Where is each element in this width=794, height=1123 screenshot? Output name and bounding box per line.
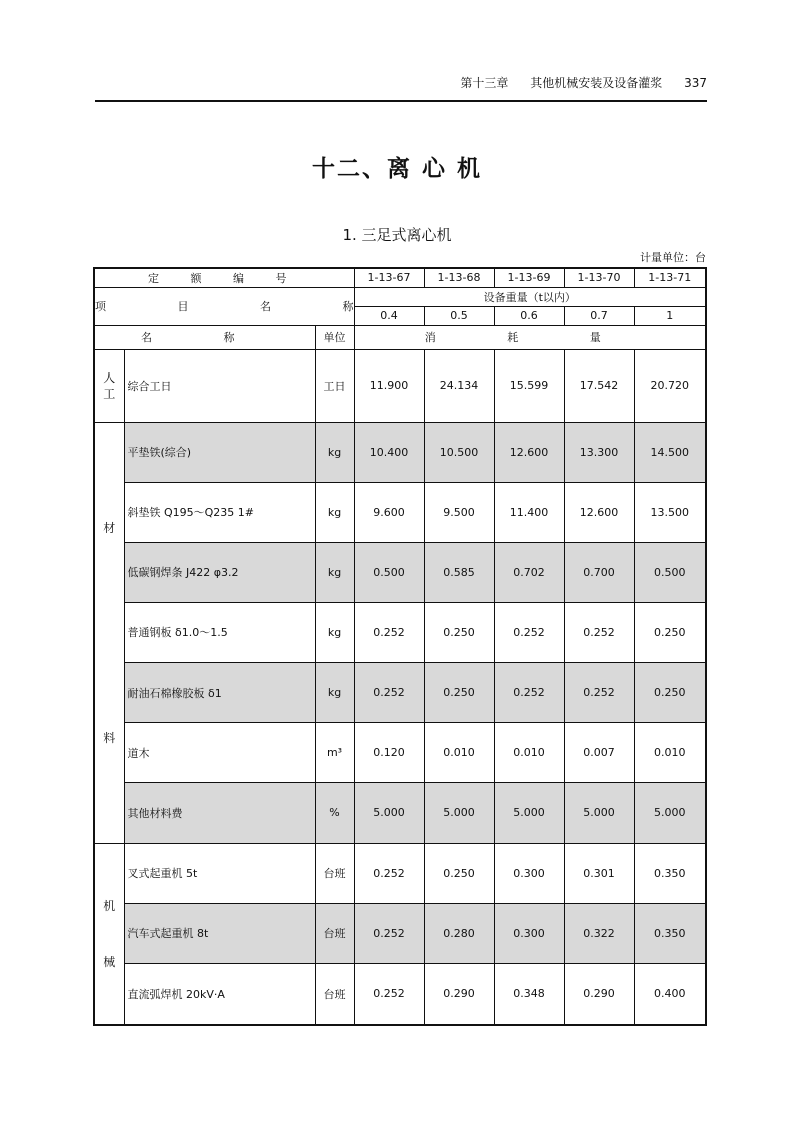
row-name: 普通钢板 δ1.0～1.5 [124,602,315,662]
table-row [94,723,706,783]
table-row [94,349,706,422]
row-value: 12.600 [494,422,564,482]
row-value: 0.350 [634,843,706,903]
table-row [94,422,706,482]
row-name: 直流弧焊机 20kV·A [124,963,315,1024]
unit-label: 单位 [315,325,354,349]
row-value: 0.300 [494,903,564,963]
row-value: 11.900 [354,349,424,422]
row-name: 斜垫铁 Q195～Q235 1# [124,482,315,542]
item-label: 项 目 名 称 [94,287,354,325]
consume-label: 消 耗 量 [354,325,706,349]
row-value: 0.250 [424,843,494,903]
row-unit: kg [315,482,354,542]
group-row [94,287,706,306]
category-material: 材 料 [94,422,124,843]
row-value: 0.250 [424,602,494,662]
row-name: 综合工日 [124,349,315,422]
row-value: 0.010 [634,723,706,783]
row-value: 0.252 [354,963,424,1024]
row-unit: kg [315,422,354,482]
row-name: 低碳钢焊条 J422 φ3.2 [124,542,315,602]
table-row [94,903,706,963]
row-value: 0.585 [424,542,494,602]
row-unit: m³ [315,723,354,783]
weight-value: 0.6 [494,306,564,325]
row-unit: % [315,783,354,843]
row-value: 13.500 [634,482,706,542]
row-value: 0.007 [564,723,634,783]
table-row [94,843,706,903]
row-value: 10.500 [424,422,494,482]
quota-table [93,267,707,1026]
row-unit: 台班 [315,843,354,903]
quota-code: 1-13-70 [564,268,634,287]
row-value: 0.290 [424,963,494,1024]
row-value: 0.322 [564,903,634,963]
row-value: 0.250 [634,602,706,662]
weight-value: 0.7 [564,306,634,325]
row-value: 0.348 [494,963,564,1024]
quota-code: 1-13-68 [424,268,494,287]
row-unit: 工日 [315,349,354,422]
row-value: 0.252 [564,663,634,723]
group-label: 设备重量（t以内） [354,287,706,306]
row-value: 10.400 [354,422,424,482]
row-value: 14.500 [634,422,706,482]
chapter-number: 第十三章 [460,76,509,90]
row-value: 0.252 [354,602,424,662]
row-value: 5.000 [634,783,706,843]
row-value: 9.500 [424,482,494,542]
weight-value: 0.4 [354,306,424,325]
section-title: 十二、离 心 机 [311,156,482,182]
row-value: 0.120 [354,723,424,783]
row-value: 0.702 [494,542,564,602]
row-value: 17.542 [564,349,634,422]
page-number: 337 [684,76,707,90]
table-row [94,963,706,1024]
row-value: 0.301 [564,843,634,903]
quota-code-row [94,268,706,287]
chapter-title: 其他机械安装及设备灌浆 [530,76,663,90]
category-machine: 机 械 [94,843,124,1025]
row-name: 其他材料费 [124,783,315,843]
row-value: 0.400 [634,963,706,1024]
category-labor: 人工 [94,349,124,422]
row-value: 0.280 [424,903,494,963]
row-value: 11.400 [494,482,564,542]
row-unit: kg [315,542,354,602]
row-value: 13.300 [564,422,634,482]
weight-value: 1 [634,306,706,325]
table-row [94,783,706,843]
row-value: 5.000 [494,783,564,843]
table-row [94,542,706,602]
quota-code: 1-13-67 [354,268,424,287]
row-unit: kg [315,663,354,723]
name-label: 名 称 [94,325,315,349]
row-value: 0.290 [564,963,634,1024]
row-value: 0.252 [354,903,424,963]
row-unit: 台班 [315,903,354,963]
header-rule [95,100,707,102]
quota-label: 定 额 编 号 [94,268,354,287]
row-value: 0.252 [494,663,564,723]
row-name: 耐油石棉橡胶板 δ1 [124,663,315,723]
table-row [94,663,706,723]
row-name: 道木 [124,723,315,783]
table-row [94,482,706,542]
row-value: 0.010 [494,723,564,783]
row-value: 20.720 [634,349,706,422]
row-value: 0.500 [354,542,424,602]
unit-note: 计量单位：台 [640,251,706,264]
row-value: 15.599 [494,349,564,422]
row-name: 平垫铁(综合) [124,422,315,482]
row-value: 0.252 [564,602,634,662]
row-value: 0.250 [634,663,706,723]
running-head [95,74,707,92]
table-row [94,602,706,662]
row-value: 0.252 [354,663,424,723]
quota-code: 1-13-69 [494,268,564,287]
column-header-row [94,325,706,349]
row-value: 0.010 [424,723,494,783]
row-value: 24.134 [424,349,494,422]
row-value: 0.700 [564,542,634,602]
row-value: 0.252 [354,843,424,903]
row-value: 0.350 [634,903,706,963]
row-value: 5.000 [354,783,424,843]
weight-value: 0.5 [424,306,494,325]
row-value: 0.252 [494,602,564,662]
row-value: 5.000 [424,783,494,843]
row-value: 9.600 [354,482,424,542]
row-value: 0.300 [494,843,564,903]
row-value: 0.500 [634,542,706,602]
row-name: 叉式起重机 5t [124,843,315,903]
row-value: 12.600 [564,482,634,542]
sub-title: 1. 三足式离心机 [342,226,452,244]
row-unit: 台班 [315,963,354,1024]
row-value: 5.000 [564,783,634,843]
row-value: 0.250 [424,663,494,723]
row-name: 汽车式起重机 8t [124,903,315,963]
row-unit: kg [315,602,354,662]
quota-code: 1-13-71 [634,268,706,287]
